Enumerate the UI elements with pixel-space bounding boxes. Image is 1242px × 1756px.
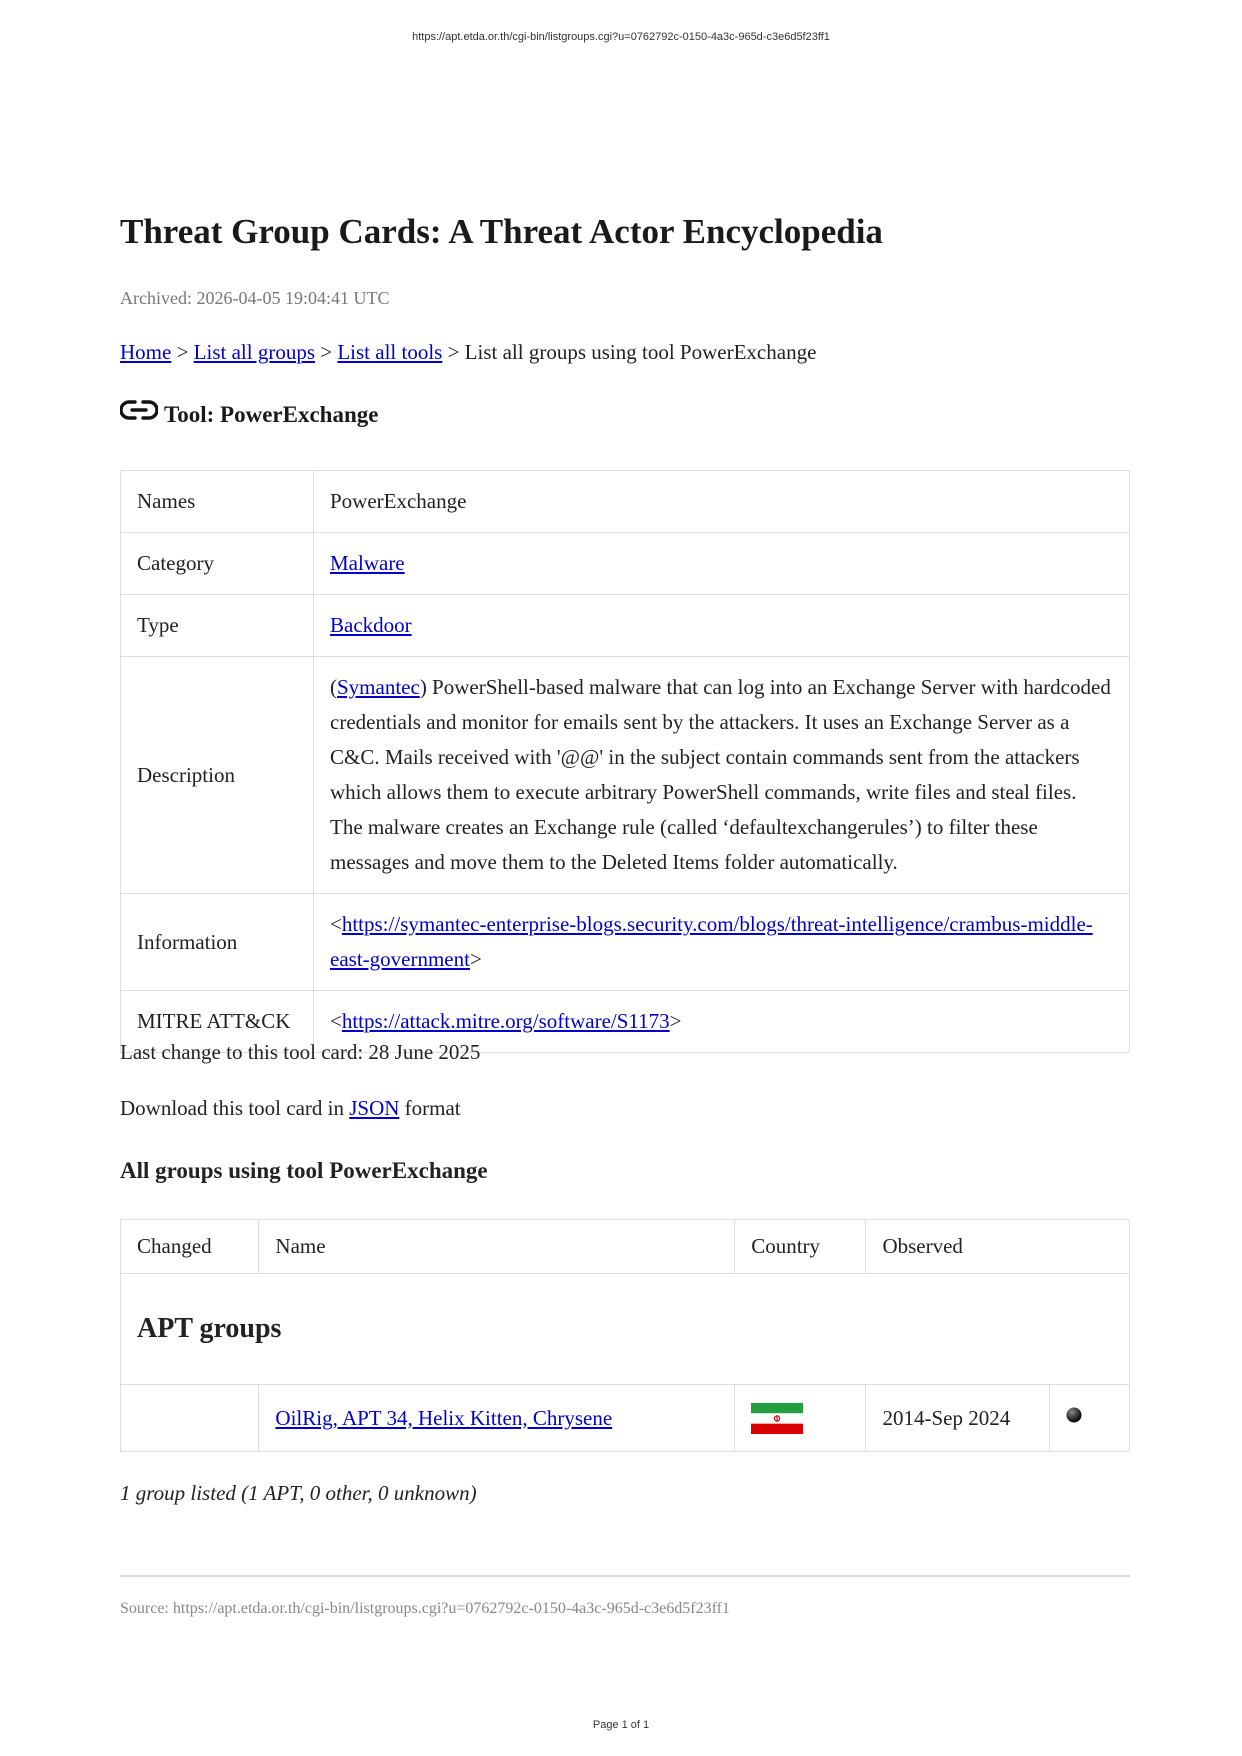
- groups-table: [120, 1219, 1130, 1452]
- iran-flag-icon: [751, 1403, 803, 1434]
- section-row: [121, 1274, 1130, 1385]
- print-header-url: https://apt.etda.or.th/cgi-bin/listgroups.cgi?u=0762792c-0150-4a3c-965d-c3e6d5f23ff1: [412, 31, 830, 43]
- last-change: Last change to this tool card: 28 June 2025: [120, 1040, 481, 1064]
- category-link[interactable]: Malware: [330, 551, 405, 575]
- row-observed: 2014-Sep 2024: [866, 1385, 1050, 1452]
- tool-heading: [120, 402, 378, 428]
- information-open: <: [330, 912, 342, 936]
- breadcrumb-separator: >: [171, 340, 194, 364]
- information-label: Information: [121, 894, 314, 991]
- type-link[interactable]: Backdoor: [330, 613, 412, 637]
- type-row: [121, 595, 1130, 657]
- description-label: Description: [121, 657, 314, 894]
- category-row: [121, 533, 1130, 595]
- breadcrumb-list-tools-link[interactable]: List all tools: [337, 340, 443, 364]
- names-label: Names: [121, 471, 314, 533]
- header-name: Name: [259, 1220, 735, 1274]
- groups-heading: All groups using tool PowerExchange: [120, 1158, 488, 1183]
- names-row: [121, 471, 1130, 533]
- category-label: Category: [121, 533, 314, 595]
- type-label: Type: [121, 595, 314, 657]
- description-row: [121, 657, 1130, 894]
- information-cell: [314, 894, 1130, 991]
- archived-timestamp: Archived: 2026-04-05 19:04:41 UTC: [120, 288, 390, 308]
- category-cell: [314, 533, 1130, 595]
- black-dot-icon: [1066, 1407, 1082, 1423]
- download-suffix: format: [399, 1096, 461, 1120]
- breadcrumb: [120, 340, 816, 365]
- groups-table-header: [121, 1220, 1130, 1274]
- symantec-link[interactable]: Symantec: [337, 675, 420, 699]
- breadcrumb-separator: >: [315, 340, 338, 364]
- breadcrumb-home-link[interactable]: Home: [120, 340, 172, 364]
- type-cell: [314, 595, 1130, 657]
- download-prefix: Download this tool card in: [120, 1096, 350, 1120]
- page-number: Page 1 of 1: [592, 1719, 650, 1731]
- information-row: [121, 894, 1130, 991]
- information-close: >: [469, 947, 482, 971]
- header-observed: Observed: [866, 1220, 1130, 1274]
- table-row: [121, 1385, 1130, 1452]
- json-download-link[interactable]: JSON: [349, 1096, 400, 1120]
- group-name-link[interactable]: OilRig, APT 34, Helix Kitten, Chrysene: [275, 1405, 613, 1430]
- groups-summary: 1 group listed (1 APT, 0 other, 0 unknown): [120, 1481, 477, 1505]
- breadcrumb-list-groups-link[interactable]: List all groups: [193, 340, 315, 364]
- download-line: [120, 1096, 461, 1121]
- tool-info-table: [120, 470, 1130, 1053]
- mitre-label: MITRE ATT&CK: [121, 991, 314, 1053]
- row-status-cell: [1050, 1385, 1130, 1452]
- link-icon: [120, 396, 158, 424]
- header-country: Country: [735, 1220, 866, 1274]
- divider: [120, 1575, 1130, 1577]
- description-open-paren: (: [330, 675, 337, 699]
- tool-heading-text: Tool: PowerExchange: [164, 402, 379, 427]
- row-name-cell: [259, 1385, 735, 1452]
- page-title: Threat Group Cards: A Threat Actor Encyclopedia: [120, 212, 883, 251]
- description-cell: [314, 657, 1130, 894]
- breadcrumb-current: > List all groups using tool PowerExchange: [442, 340, 817, 364]
- section-title: APT groups: [121, 1274, 1130, 1385]
- source-url: Source: https://apt.etda.or.th/cgi-bin/listgroups.cgi?u=0762792c-0150-4a3c-965d-c3e6d5f23ff1: [120, 1600, 730, 1617]
- header-changed: Changed: [121, 1220, 259, 1274]
- row-changed: [121, 1385, 259, 1452]
- mitre-close: >: [669, 1009, 682, 1033]
- mitre-open: <: [330, 1009, 342, 1033]
- description-text: ) PowerShell-based malware that can log into an Exchange Server with hardcoded credentials and monitor for emails sent by the attackers. It uses an Exchange Server as a C&C. Mails received with '@@' in the subject contain commands sent from the attackers which allows them to execute arbitrary PowerShell commands, write files and steal files. The malware creates an Exchange rule (called ‘defaultexchangerules’) to filter these messages and move them to the Deleted Items folder automatically.: [330, 675, 1111, 874]
- row-country-cell: [735, 1385, 866, 1452]
- names-value: PowerExchange: [314, 471, 1130, 533]
- information-link[interactable]: https://symantec-enterprise-blogs.security.com/blogs/threat-intelligence/crambus-middle-east-government: [330, 912, 1093, 971]
- mitre-link[interactable]: https://attack.mitre.org/software/S1173: [341, 1009, 670, 1033]
